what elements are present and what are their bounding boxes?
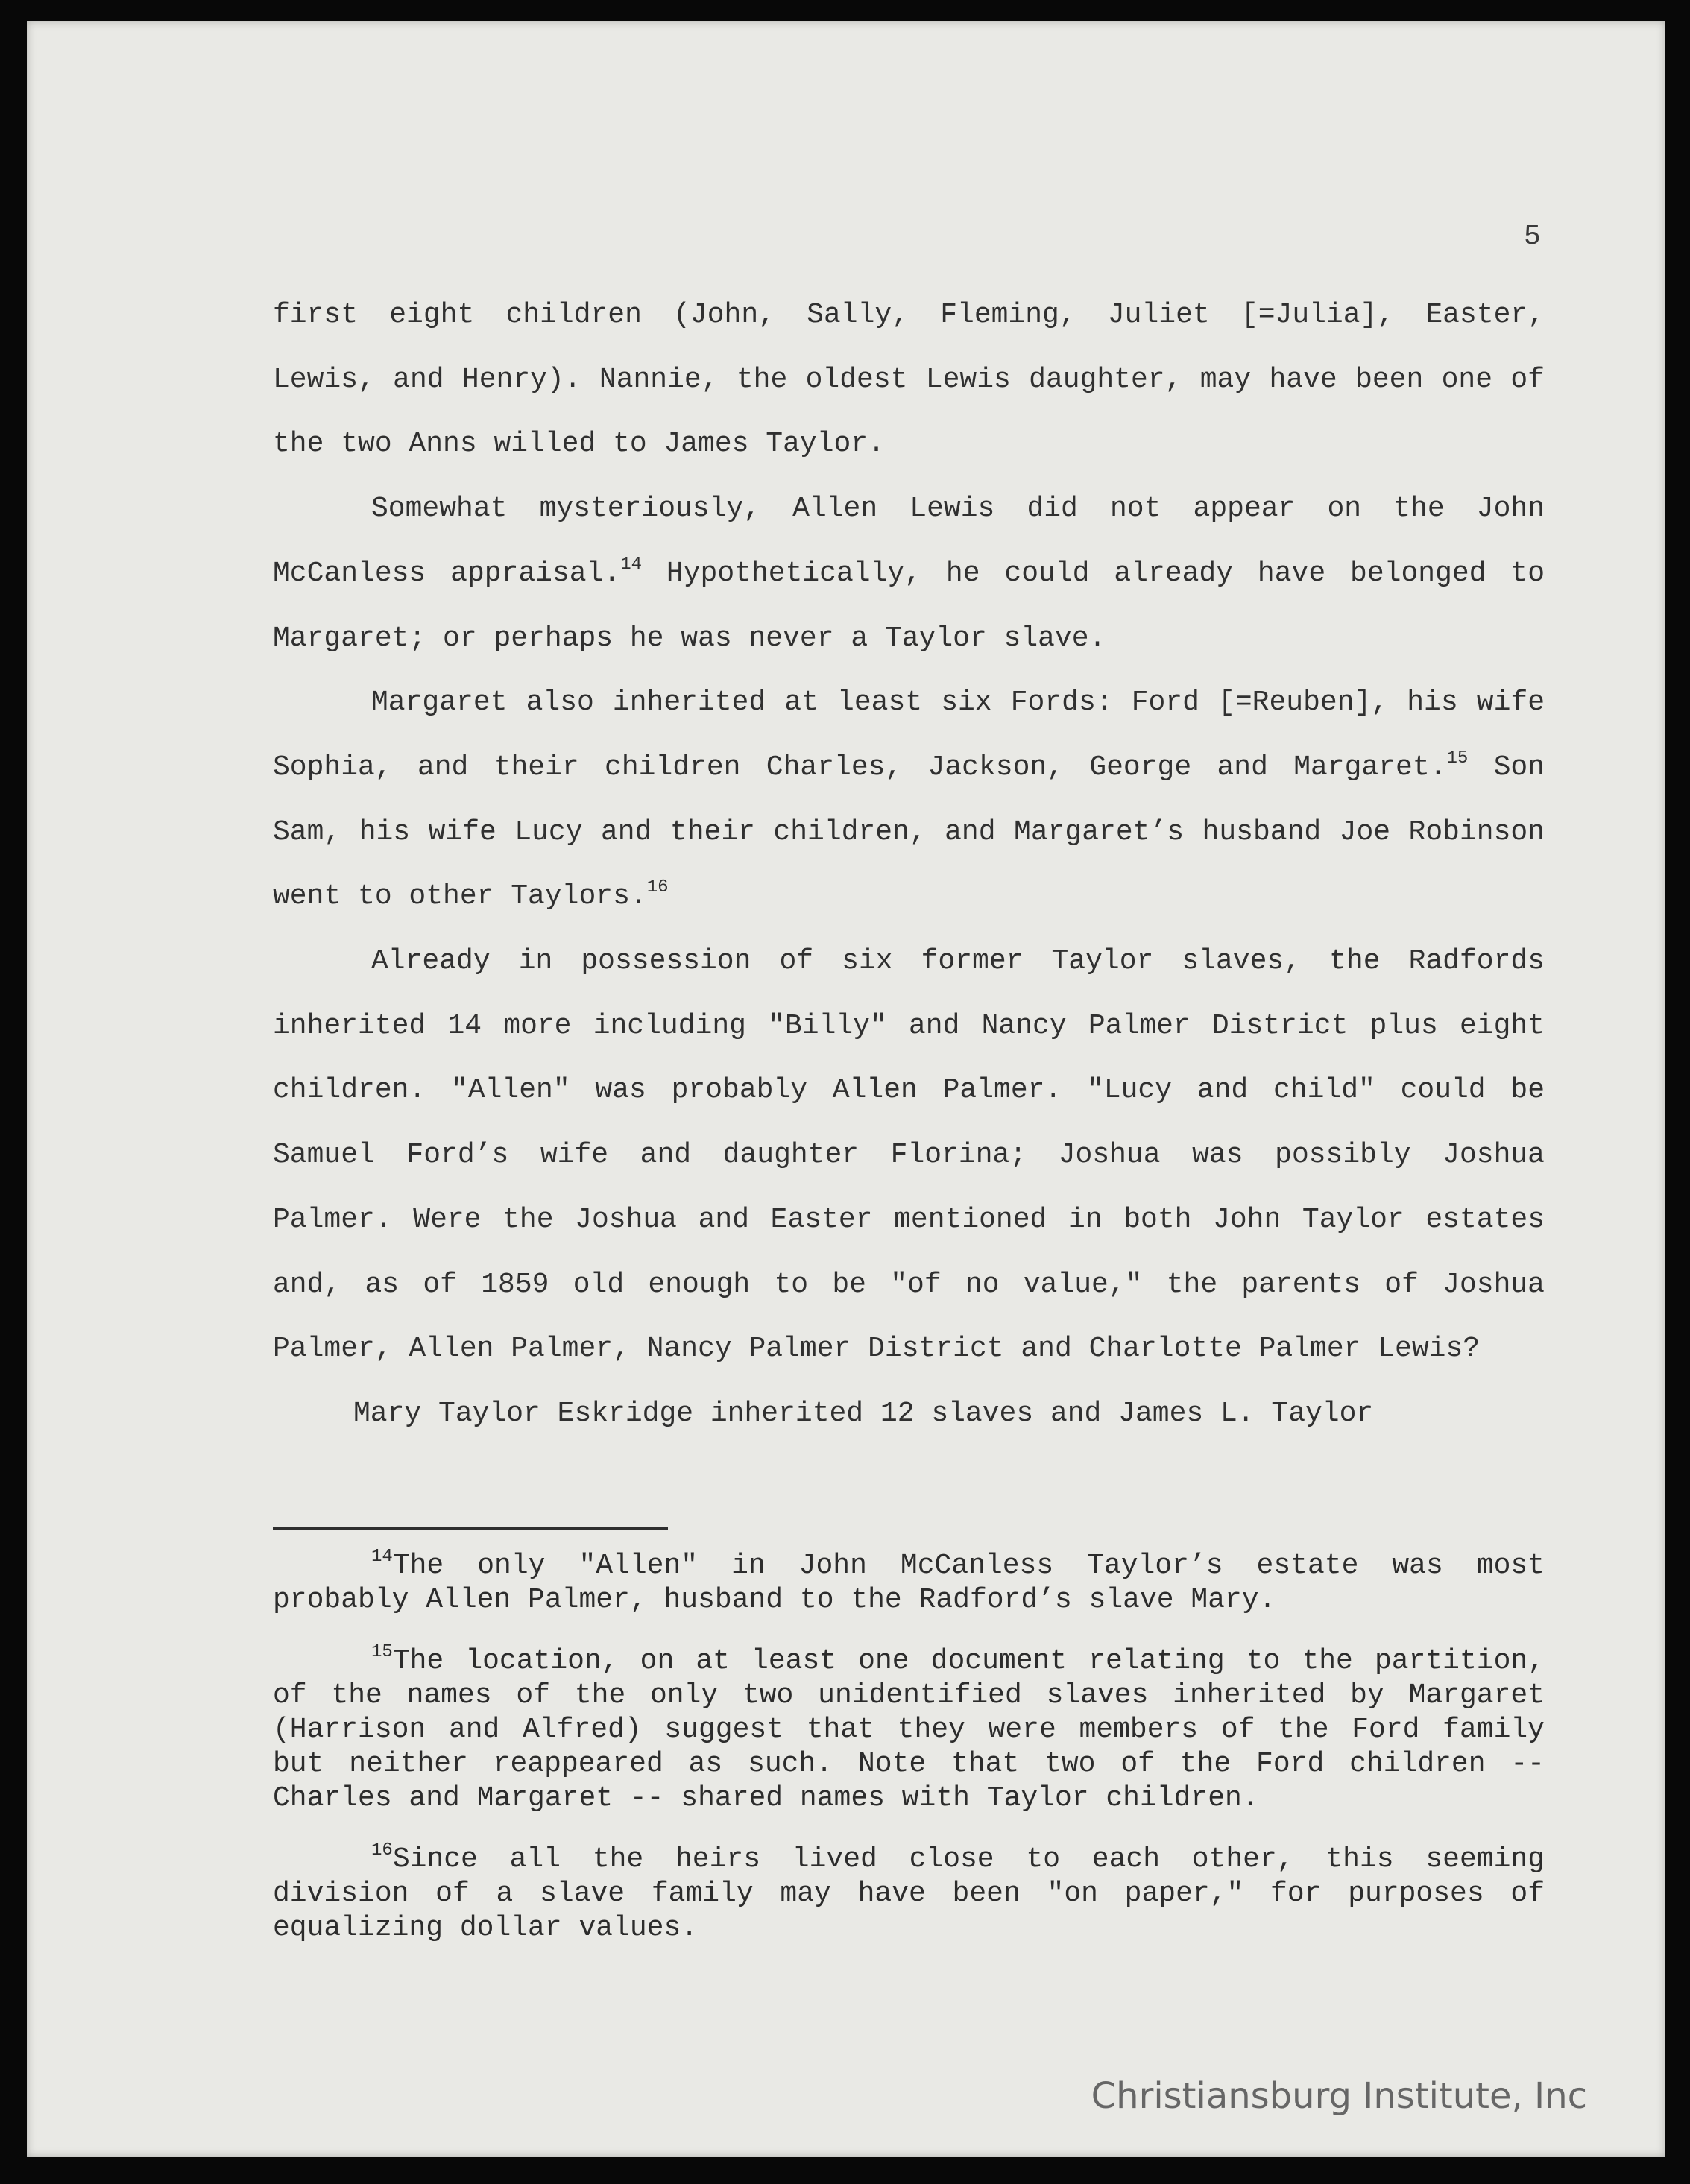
body-text [273, 283, 1545, 1447]
footnote-ref-16: 16 [646, 877, 669, 898]
paragraph-3 [273, 671, 1545, 930]
paragraph-3-text-b: Son Sam, his wife Lucy and their children, and Margaret’s husband Joe Robinson went to other Taylors. [273, 751, 1545, 913]
footnote-14-number: 14 [371, 1547, 393, 1567]
watermark: Christiansburg Institute, Inc [1091, 2075, 1587, 2117]
footnote-ref-14: 14 [620, 554, 643, 575]
paragraph-5: Mary Taylor Eskridge inherited 12 slaves and James L. Taylor [353, 1397, 1374, 1430]
footnote-15 [273, 1644, 1545, 1816]
footnote-14-text: The only "Allen" in John McCanless Taylor’s estate was most probably Allen Palmer, husband to the Radford’s slave Mary. [273, 1550, 1545, 1616]
paragraph-2-text-b: Hypothetically, he could already have belonged to Margaret; or perhaps he was never a Taylor slave. [273, 557, 1545, 654]
footnotes [273, 1549, 1545, 1972]
paragraph-1: first eight children (John, Sally, Fleming, Juliet [=Julia], Easter, Lewis, and Henry). Nannie, the oldest Lewis daughter, may have been one of the two Anns willed to James Taylor. [273, 299, 1545, 461]
footnote-15-text: The location, on at least one document relating to the partition, of the names of the only two unidentified slaves inherited by Margaret (Harrison and Alfred) suggest that they were members of the Ford family but neither reappeared as such. Note that two of the Ford children -- Charles and Margaret -- shared names with Taylor children. [273, 1645, 1545, 1814]
footnote-ref-15: 15 [1446, 748, 1469, 768]
paragraph-2-text-a: Somewhat mysteriously, Allen Lewis did not appear on the John McCanless appraisal. [273, 493, 1545, 590]
paragraph-3-text-a: Margaret also inherited at least six Fords: Ford [=Reuben], his wife Sophia, and their children Charles, Jackson, George and Margaret. [273, 687, 1545, 783]
footnote-16-text: Since all the heirs lived close to each other, this seeming division of a slave family may have been "on paper," for purposes of equalizing dollar values. [273, 1843, 1545, 1944]
footnote-15-number: 15 [371, 1642, 393, 1662]
footnote-16-number: 16 [371, 1840, 393, 1860]
footnote-divider [273, 1527, 668, 1530]
page-number: 5 [1524, 221, 1541, 253]
footnote-16 [273, 1840, 1545, 1945]
paragraph-2 [273, 477, 1545, 671]
document-page [27, 21, 1665, 2157]
footnote-14 [273, 1549, 1545, 1618]
paragraph-4: Already in possession of six former Taylor slaves, the Radfords inherited 14 more including "Billy" and Nancy Palmer District plus eight children. "Allen" was probably Allen Palmer. "Lucy and child" could be Samuel Ford’s wife and daughter Florina; Joshua was possibly Joshua Palmer. Were the Joshua and Easter mentioned in both John Taylor estates and, as of 1859 old enough to be "of no value," the parents of Joshua Palmer, Allen Palmer, Nancy Palmer District and Charlotte Palmer Lewis? [273, 945, 1545, 1366]
